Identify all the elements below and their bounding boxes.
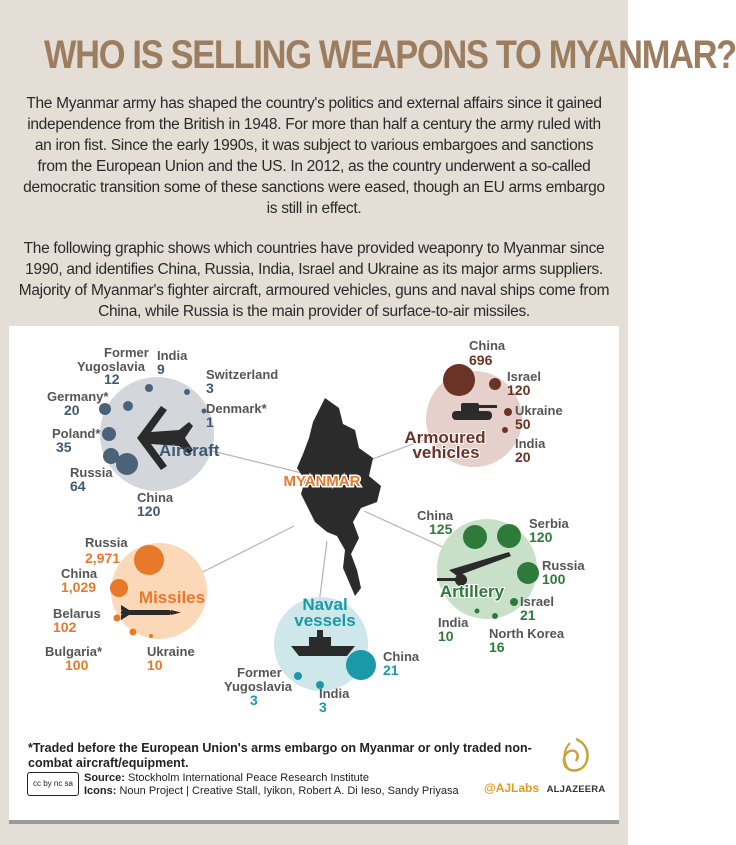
supplier-country-line2: Yugoslavia xyxy=(224,679,292,694)
source-text: Stockholm International Peace Research Institute xyxy=(128,772,369,784)
aircraft-label: Aircraft xyxy=(159,441,220,460)
supplier-country: Ukraine xyxy=(515,403,563,418)
footnote: *Traded before the European Union's arms embargo on Myanmar or only traded non-combat aircraft/equipment. xyxy=(28,741,532,770)
artillery-label: Artillery xyxy=(439,582,505,601)
myanmar-label: MYANMAR xyxy=(283,473,361,490)
supplier-value: 64 xyxy=(70,478,86,494)
supplier-country: Poland* xyxy=(52,426,101,441)
supplier-dot xyxy=(102,427,116,441)
supplier-country: Belarus xyxy=(53,606,101,621)
supplier-country: India xyxy=(515,436,546,451)
naval-label-line1: Naval xyxy=(302,595,348,614)
supplier-value: 35 xyxy=(56,439,72,455)
aircraft-cluster xyxy=(47,345,278,519)
supplier-country: Serbia xyxy=(529,516,569,531)
supplier-value: 9 xyxy=(157,361,165,377)
supplier-value: 120 xyxy=(529,529,553,545)
intro-paragraph-1: The Myanmar army has shaped the country's politics and external affairs since it gained independence from the British in 1948. For more than half a century the army ruled with an iron fist. Since the early 1990s, it was subject to various embargoes and sanctions from the European Union and the US. In 2012, as the country underwent a so-called democratic transition some of these sanctions were eased, though an EU arms embargo is still in effect. xyxy=(23,95,605,217)
supplier-country: China xyxy=(469,338,506,353)
missiles-cluster xyxy=(45,535,207,673)
supplier-country: Russia xyxy=(542,558,585,573)
armoured-cluster xyxy=(404,338,562,467)
icons-text: Noun Project | Creative Stall, Iyikon, Robert A. Di Ieso, Sandy Priyasa xyxy=(119,785,459,797)
supplier-value: 16 xyxy=(489,639,505,655)
supplier-value: 21 xyxy=(520,607,536,623)
supplier-dot xyxy=(123,401,133,411)
artillery-cluster xyxy=(417,508,585,655)
supplier-country: Israel xyxy=(507,369,541,384)
ajlabs-handle[interactable]: @AJLabs xyxy=(484,781,540,795)
aljazeera-emblem-icon xyxy=(556,735,596,779)
page-title: WHO IS SELLING WEAPONS TO MYANMAR? xyxy=(43,33,736,77)
supplier-value: 20 xyxy=(64,402,80,418)
supplier-value: 1 xyxy=(206,414,214,430)
supplier-country: Former Yugoslavia xyxy=(77,345,149,374)
supplier-dot xyxy=(294,672,302,680)
supplier-value: 120 xyxy=(507,382,531,398)
supplier-country: Bulgaria* xyxy=(45,644,103,659)
supplier-country: India xyxy=(157,348,188,363)
supplier-dot xyxy=(510,598,518,606)
aljazeera-name: ALJAZEERA xyxy=(546,784,606,795)
supplier-country: China xyxy=(61,566,98,581)
supplier-dot xyxy=(463,525,487,549)
supplier-dot xyxy=(492,613,498,619)
supplier-country: China xyxy=(417,508,454,523)
supplier-dot xyxy=(184,389,190,395)
supplier-dot xyxy=(110,579,128,597)
supplier-value: 10 xyxy=(438,628,454,644)
supplier-value: 102 xyxy=(53,619,77,635)
supplier-country: China xyxy=(383,649,420,664)
supplier-dot xyxy=(443,364,475,396)
supplier-value: 10 xyxy=(147,657,163,673)
supplier-dot xyxy=(502,427,508,433)
supplier-dot xyxy=(489,378,501,390)
supplier-country: Switzerland xyxy=(206,367,279,382)
supplier-country: Russia xyxy=(85,535,128,550)
naval-label-line2: vessels xyxy=(294,611,356,630)
supplier-value: 20 xyxy=(515,449,531,465)
supplier-country: China xyxy=(137,490,174,505)
myanmar-map-icon xyxy=(297,398,381,596)
supplier-value: 12 xyxy=(104,371,120,387)
creative-commons-badge: cc by nc sa xyxy=(27,772,79,796)
supplier-dot xyxy=(99,403,111,415)
supplier-value: 3 xyxy=(206,380,214,396)
missiles-label: Missiles xyxy=(138,588,206,607)
supplier-value: 3 xyxy=(250,692,258,708)
supplier-value: 125 xyxy=(429,521,453,537)
supplier-country: Former xyxy=(237,665,282,680)
supplier-value: 2,971 xyxy=(85,550,121,566)
supplier-dot xyxy=(517,562,539,584)
supplier-value: 21 xyxy=(383,662,399,678)
supplier-dot xyxy=(149,634,153,638)
supplier-country: India xyxy=(438,615,469,630)
supplier-country: Ukraine xyxy=(147,644,195,659)
supplier-dot xyxy=(130,629,137,636)
supplier-country: Germany* xyxy=(47,389,109,404)
icons-credit-line xyxy=(84,785,459,797)
bottom-divider xyxy=(9,820,619,824)
armoured-label-line2: vehicles xyxy=(412,443,480,462)
supplier-value: 120 xyxy=(137,503,161,519)
supplier-dot xyxy=(116,453,138,475)
supplier-value: 100 xyxy=(542,571,566,587)
supplier-dot xyxy=(346,650,376,680)
naval-cluster xyxy=(224,595,420,715)
supplier-country: North Korea xyxy=(489,626,565,641)
supplier-dot xyxy=(475,609,480,614)
supplier-value: 100 xyxy=(65,657,89,673)
supplier-value: 1,029 xyxy=(61,579,97,595)
source-label: Source: xyxy=(84,772,125,784)
supplier-dot xyxy=(497,524,521,548)
supplier-value: 50 xyxy=(515,416,531,432)
armoured-label-line1: Armoured xyxy=(404,428,486,447)
supplier-value: 696 xyxy=(469,352,493,368)
supplier-country: India xyxy=(319,686,350,701)
supplier-country: Russia xyxy=(70,465,113,480)
supplier-country: Denmark* xyxy=(206,401,267,416)
icons-label: Icons: xyxy=(84,785,117,797)
supplier-dot xyxy=(145,384,153,392)
supplier-dot xyxy=(134,545,164,575)
supplier-value: 3 xyxy=(319,699,327,715)
supplier-country: Israel xyxy=(520,594,554,609)
supplier-dot xyxy=(504,408,512,416)
intro-paragraph-2: The following graphic shows which countries have provided weaponry to Myanmar since 1990, and identifies China, Russia, India, Israel and Ukraine as its major arms suppliers. Majority of Myanmar's fighter aircraft, armoured vehicles, guns and naval ships come from China, while Russia is the main provider of surface-to-air missiles. xyxy=(18,240,610,320)
supplier-dot xyxy=(114,615,121,622)
aljazeera-logo xyxy=(545,735,607,795)
source-line xyxy=(84,772,369,784)
